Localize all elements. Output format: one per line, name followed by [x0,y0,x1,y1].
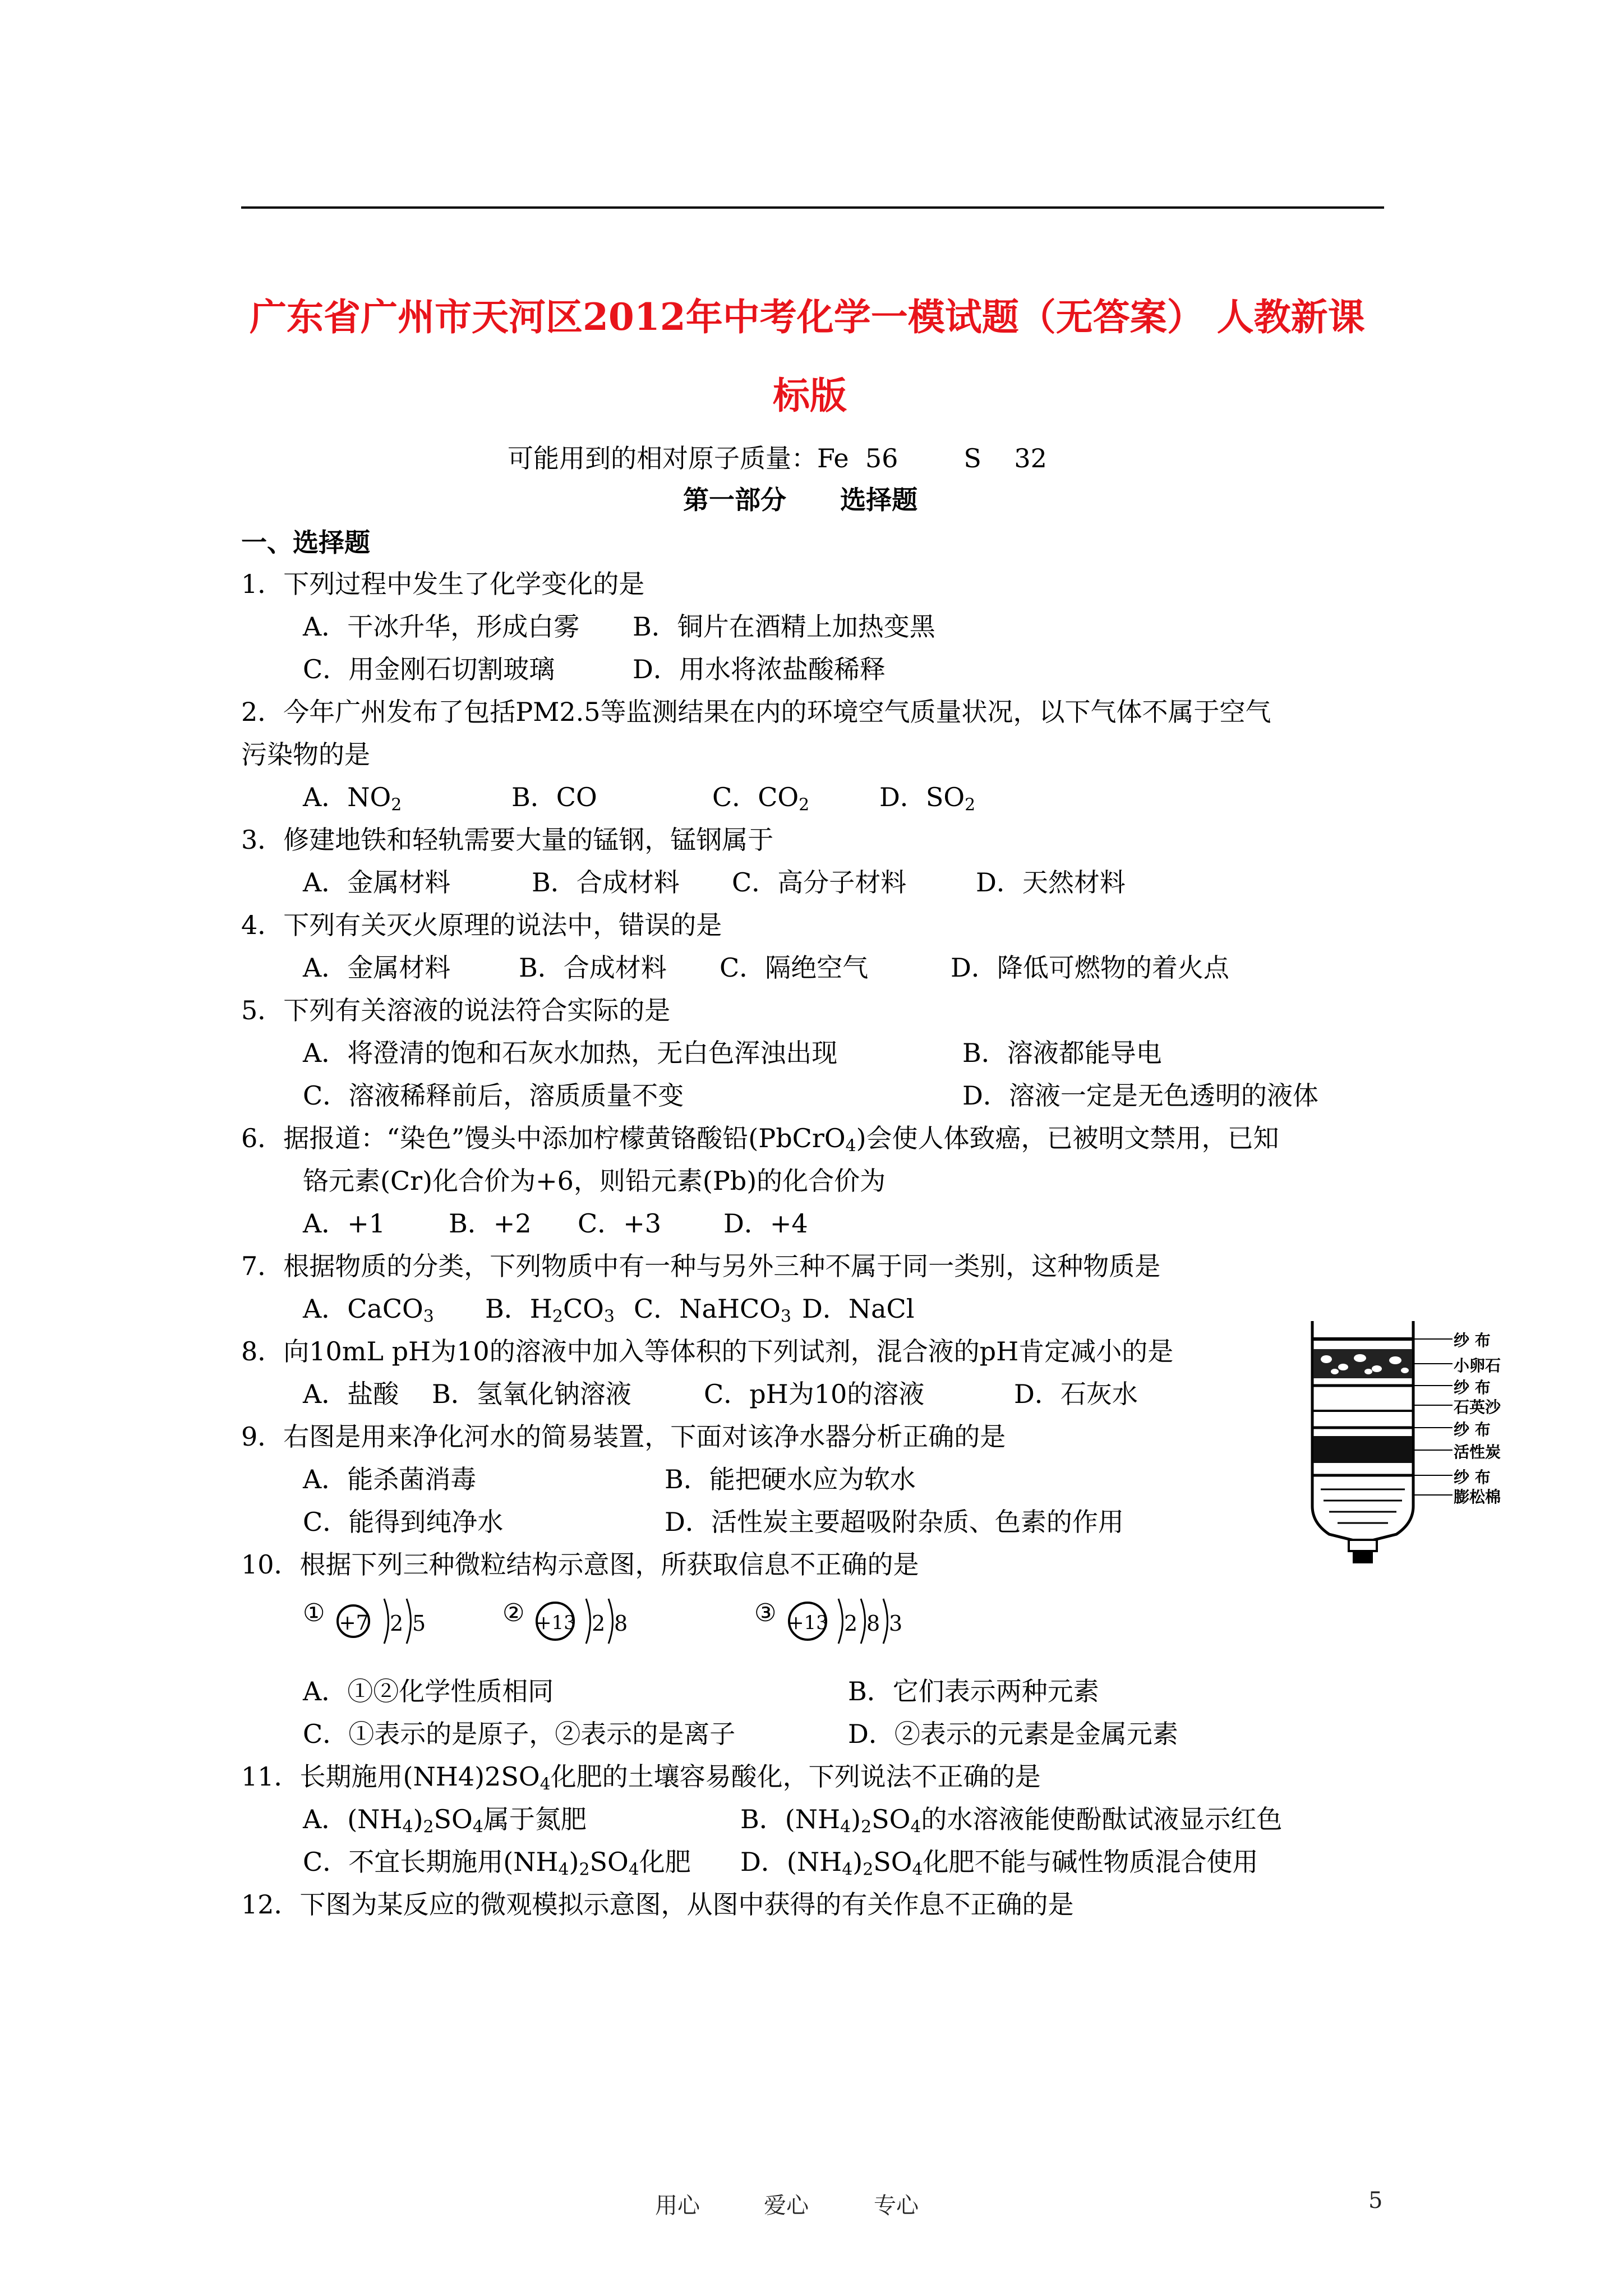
question-2-stem-line2: 污染物的是 [241,739,370,770]
question-6-option-d: D．+4 [723,1208,808,1239]
page-number: 5 [1368,2188,1383,2214]
atom-3-shell-1: 2 [844,1611,858,1636]
question-6-option-c: C．+3 [578,1208,662,1239]
question-1-option-d: D．用水将浓盐酸稀释 [633,654,886,684]
question-8-stem: 8．向10mL pH为10的溶液中加入等体积的下列试剂，混合液的pH肯定减小的是 [241,1336,1174,1366]
footer-word-1: 用心 [655,2193,700,2219]
atomic-mass-note: 可能用到的相对原子质量：Fe 56 S 32 [508,443,1047,473]
question-4-stem: 4．下列有关灭火原理的说法中，错误的是 [241,910,722,940]
atom-2-shell-2: 8 [614,1611,628,1636]
document-title-line2: 标版 [773,374,847,417]
question-4-option-b: B．合成材料 [519,953,667,983]
question-5-option-a: A．将澄清的饱和石灰水加热，无白色浑浊出现 [303,1038,838,1068]
question-7-option-b: B．$H_2CO_3$ [485,1294,615,1327]
document-title-line1: 广东省广州市天河区2012年中考化学一模试题（无答案） 人教新课 [250,295,1365,339]
question-3-option-a: A．金属材料 [303,867,451,898]
filter-label-6: 活性炭 [1454,1443,1501,1461]
question-4-option-c: C．隔绝空气 [720,953,869,983]
question-1-option-c: C．用金刚石切割玻璃 [303,654,555,684]
question-11-stem: 11．长期施用$(NH4)2SO_4$化肥的土壤容易酸化，下列说法不正确的是 [241,1761,1041,1795]
atom-1-shell-1: 2 [390,1611,404,1636]
question-8-option-d: D．石灰水 [1014,1379,1138,1409]
question-10-stem: 10．根据下列三种微粒结构示意图，所获取信息不正确的是 [241,1549,919,1580]
header-rule [241,206,1384,209]
question-3-option-d: D．天然材料 [976,867,1126,898]
question-9-stem: 9．右图是用来净化河水的简易装置，下面对该净水器分析正确的是 [241,1421,1006,1452]
part-title: 第一部分 选择题 [683,485,918,515]
question-11-option-d: D．$(NH_4)_2SO_4$化肥不能与碱性物质混合使用 [740,1847,1258,1880]
question-3-option-b: B．合成材料 [532,867,680,898]
question-1-option-a: A．干冰升华，形成白雾 [303,611,580,642]
question-6-option-b: B．+2 [449,1208,532,1239]
question-10-option-a: A．①②化学性质相同 [303,1676,554,1706]
atom-3-shell-2: 8 [866,1611,880,1636]
atom-1-index: ① [303,1599,325,1627]
atom-2-shell-1: 2 [592,1611,606,1636]
question-11-option-b: B．$(NH_4)_2SO_4$的水溶液能使酚酞试液显示红色 [740,1804,1283,1837]
question-7-option-a: A．CaCO$_3$ [303,1294,434,1327]
section-title: 一、选择题 [241,527,370,558]
question-2-option-d: D．$SO_2$ [879,782,976,815]
question-1-option-b: B．铜片在酒精上加热变黑 [633,611,935,642]
atom-2-index: ② [502,1599,525,1627]
question-11-option-a: A．$(NH_4)_2SO_4$属于氮肥 [303,1804,587,1837]
question-4-option-d: D．降低可燃物的着火点 [951,953,1229,983]
question-5-option-d: D．溶液一定是无色透明的液体 [962,1080,1318,1111]
filter-label-4: 石英沙 [1454,1398,1501,1416]
question-8-option-a: A．盐酸 [303,1379,399,1409]
filter-label-3: 纱 布 [1454,1378,1491,1397]
question-2-option-b: B．CO [511,782,597,812]
atom-1-nucleus: +7 [339,1612,369,1635]
question-10-option-d: D．②表示的元素是金属元素 [848,1719,1178,1749]
question-6-stem-line2: 铬元素(Cr)化合价为+6，则铅元素(Pb)的化合价为 [303,1166,886,1196]
question-9-option-d: D．活性炭主要超吸附杂质、色素的作用 [665,1507,1124,1537]
question-10-option-b: B．它们表示两种元素 [848,1676,1099,1706]
question-7-stem: 7．根据物质的分类，下列物质中有一种与另外三种不属于同一类别，这种物质是 [241,1251,1161,1281]
question-6-option-a: A．+1 [303,1208,386,1239]
question-5-option-c: C．溶液稀释前后，溶质质量不变 [303,1080,684,1111]
question-8-option-b: B．氢氧化钠溶液 [432,1379,631,1409]
filter-label-8: 膨松棉 [1454,1488,1501,1506]
question-3-stem: 3．修建地铁和轻轨需要大量的锰钢，锰钢属于 [241,825,774,855]
question-3-option-c: C．高分子材料 [732,867,907,898]
footer-word-2: 爱心 [764,2193,809,2219]
question-10-option-c: C．①表示的是原子，②表示的是离子 [303,1719,736,1749]
question-2-stem-line1: 2．今年广州发布了包括PM2.5等监测结果在内的环境空气质量状况，以下气体不属于空气 [241,697,1271,727]
filter-label-7: 纱 布 [1454,1468,1491,1487]
question-9-option-a: A．能杀菌消毒 [303,1464,477,1494]
question-9-option-b: B．能把硬水应为软水 [665,1464,916,1494]
atom-3-index: ③ [754,1599,777,1627]
question-5-option-b: B．溶液都能导电 [962,1038,1162,1068]
filter-label-1: 纱 布 [1454,1331,1491,1350]
atom-1-shell-2: 5 [412,1611,426,1636]
footer-word-3: 专心 [874,2193,919,2219]
filter-label-5: 纱 布 [1454,1420,1491,1439]
question-1-stem: 1．下列过程中发生了化学变化的是 [241,569,645,599]
atom-3-nucleus: +13 [788,1612,828,1634]
question-7-option-d: D．NaCl [802,1294,915,1324]
question-8-option-c: C．pH为10的溶液 [704,1379,925,1409]
question-5-stem: 5．下列有关溶液的说法符合实际的是 [241,995,671,1025]
question-2-option-a: A．$NO_2$ [303,782,402,815]
question-11-option-c: C．不宜长期施用$(NH_4)_2SO_4$化肥 [303,1847,691,1880]
atom-2-nucleus: +13 [536,1612,576,1634]
question-4-option-a: A．金属材料 [303,953,451,983]
filter-label-2: 小卵石 [1454,1356,1501,1375]
question-2-option-c: C．$CO_2$ [712,782,810,815]
question-9-option-c: C．能得到纯净水 [303,1507,504,1537]
question-7-option-c: C．NaHCO$_3$ [634,1294,791,1327]
question-12-stem: 12．下图为某反应的微观模拟示意图，从图中获得的有关作息不正确的是 [241,1889,1074,1920]
question-6-stem-line1: 6．据报道：“染色”馒头中添加柠檬黄铬酸铅(PbCrO$_4$)会使人体致癌，已被明文禁用，已知 [241,1123,1279,1156]
atom-3-shell-3: 3 [889,1611,903,1636]
